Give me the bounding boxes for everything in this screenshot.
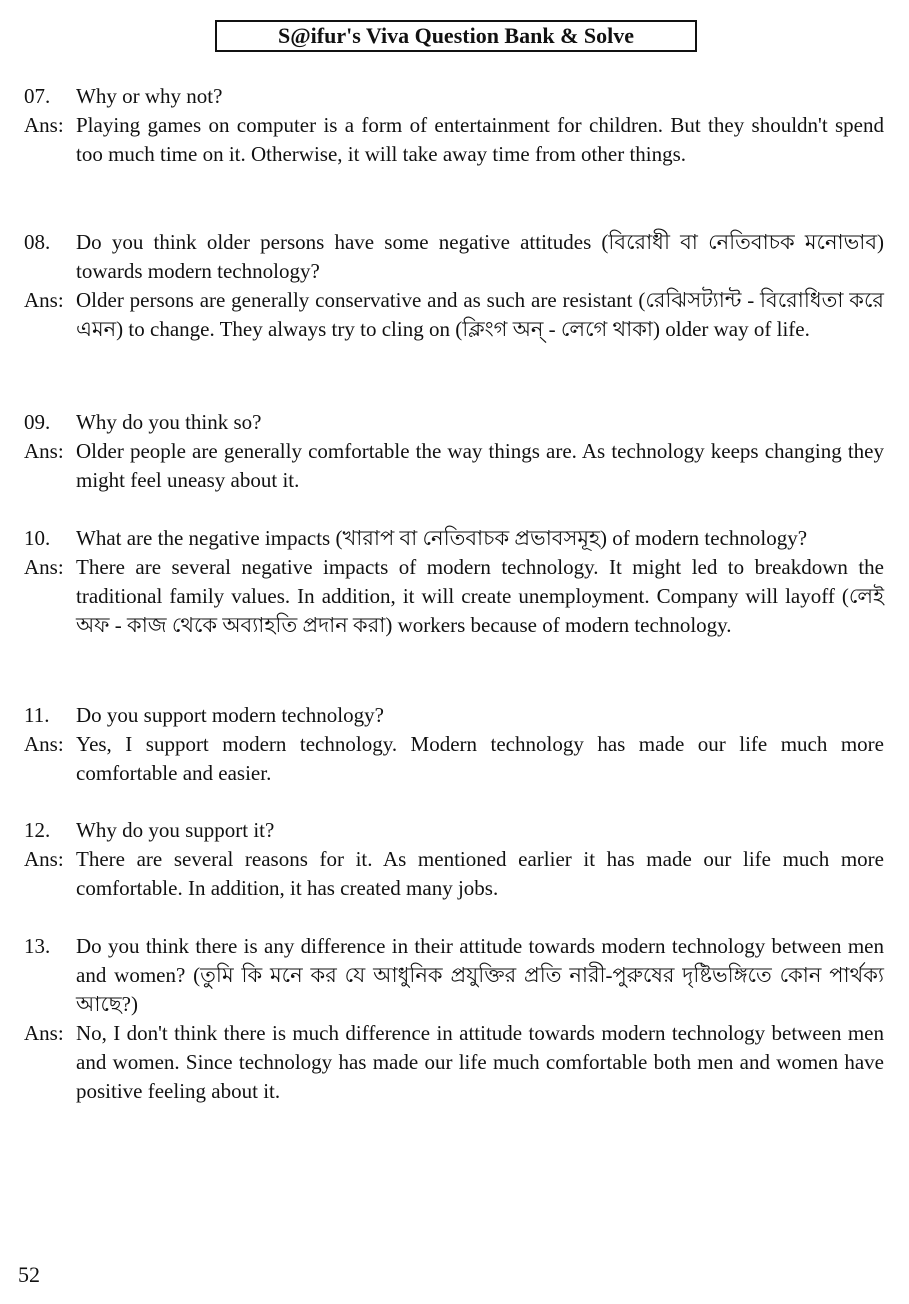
qa-item-11 [0,701,909,788]
question-number: 13. [24,934,51,958]
question-number: 12. [24,818,51,842]
qa-item-09 [0,408,909,495]
answer-label: Ans: [24,555,64,579]
question-text: Do you think there is any difference in their attitude towards modern technology between men and women? (তুমি কি মনে কর যে আধুনিক প্রযুক্তির প্রতি নারী-পুরুষের দৃষ্টিভঙ্গিতে কোন পার্থক্য আছে?) [76,934,884,1016]
answer-label: Ans: [24,732,64,756]
answer-label: Ans: [24,847,64,871]
question-text: What are the negative impacts (খারাপ বা নেতিবাচক প্রভাবসমূহ) of modern technology? [76,526,808,550]
answer-text: No, I don't think there is much difference in attitude towards modern technology between men and women. Since technology has made our life much comfortable both men and women have positive feeling about it. [76,1021,884,1103]
question-number: 09. [24,410,51,434]
question-text: Why do you think so? [76,410,262,434]
qa-item-10 [0,524,909,640]
answer-text: There are several reasons for it. As mentioned earlier it has made our life much more comfortable. In addition, it has created many jobs. [76,847,884,900]
question-text: Do you support modern technology? [76,703,384,727]
answer-text: Playing games on computer is a form of entertainment for children. But they shouldn't spend too much time on it. Otherwise, it will take away time from other things. [76,113,884,166]
page-number: 52 [18,1262,40,1287]
answer-text: There are several negative impacts of modern technology. It might led to breakdown the traditional family values. In addition, it will create unemployment. Company will layoff (লেই অফ - কাজ থেকে অব্যাহতি প্রদান করা) workers because of modern technology. [76,555,884,637]
question-number: 11. [24,703,50,727]
answer-label: Ans: [24,113,64,137]
question-number: 07. [24,84,51,108]
page-title: S@ifur's Viva Question Bank & Solve [215,20,697,52]
question-number: 08. [24,230,51,254]
question-text: Why do you support it? [76,818,275,842]
answer-text: Older people are generally comfortable the way things are. As technology keeps changing they might feel uneasy about it. [76,439,884,492]
question-number: 10. [24,526,51,550]
answer-label: Ans: [24,439,64,463]
qa-item-12 [0,816,909,903]
qa-item-08 [0,228,909,344]
qa-item-07 [0,82,909,169]
question-text: Why or why not? [76,84,223,108]
answer-label: Ans: [24,288,64,312]
answer-text: Older persons are generally conservative and as such are resistant (রেঝিসট্যান্ট - বিরোধিতা করে এমন) to change. They always try to cling on (ক্লিংগ অন্ - লেগে থাকা) older way of life. [76,288,884,341]
question-text: Do you think older persons have some negative attitudes (বিরোধী বা নেতিবাচক মনোভাব) towards modern technology? [76,230,884,283]
answer-text: Yes, I support modern technology. Modern technology has made our life much more comfortable and easier. [76,732,884,785]
qa-item-13 [0,932,909,1106]
answer-label: Ans: [24,1021,64,1045]
